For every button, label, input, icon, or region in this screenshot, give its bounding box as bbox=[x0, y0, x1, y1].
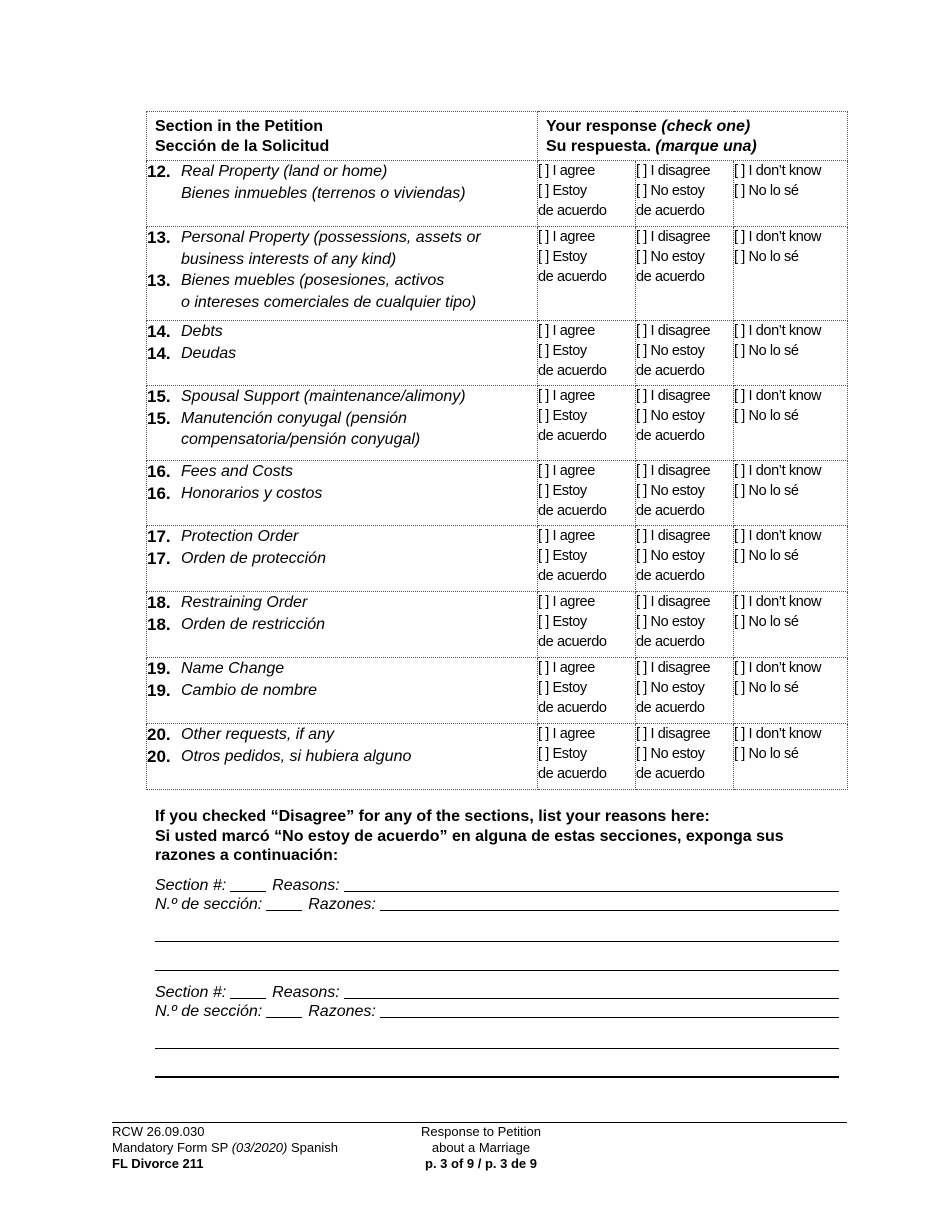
section-title: Manutención conyugal (pensión bbox=[181, 409, 407, 427]
section-number bbox=[147, 183, 181, 205]
section-cell bbox=[147, 321, 538, 386]
disagree-option[interactable]: [ ] I disagree [ ] No estoy de acuerdo bbox=[636, 724, 734, 790]
agree-option[interactable]: [ ] I agree [ ] Estoy de acuerdo bbox=[538, 724, 636, 790]
section-number: 15. bbox=[147, 408, 171, 428]
table-row bbox=[147, 526, 848, 592]
reason-continuation-line[interactable] bbox=[155, 941, 839, 942]
section-number: 15. bbox=[147, 387, 171, 406]
section-title: Orden de restricción bbox=[181, 615, 326, 633]
table-row bbox=[147, 227, 848, 321]
disagree-option[interactable]: [ ] I disagree [ ] No estoy de acuerdo bbox=[636, 386, 734, 461]
section-title: Honorarios y costos bbox=[181, 484, 323, 502]
response-header-en: Your response (check one) bbox=[546, 118, 751, 135]
section-title: Spousal Support (maintenance/alimony) bbox=[181, 388, 466, 405]
section-number: 14. bbox=[147, 322, 171, 341]
section-title: Fees and Costs bbox=[181, 463, 294, 480]
section-number: 13. bbox=[147, 271, 171, 290]
section-title: Cambio de nombre bbox=[181, 681, 318, 699]
agree-option[interactable]: [ ] I agree [ ] Estoy de acuerdo bbox=[538, 386, 636, 461]
disagree-option[interactable]: [ ] I disagree [ ] No estoy de acuerdo bbox=[636, 592, 734, 658]
disagree-option[interactable]: [ ] I disagree [ ] No estoy de acuerdo bbox=[636, 461, 734, 526]
footer-form-name: Mandatory Form SP (03/2020) Spanish bbox=[112, 1140, 338, 1155]
dont-know-option[interactable]: [ ] I don’t know [ ] No lo sé bbox=[734, 526, 848, 592]
reasons-field[interactable] bbox=[344, 997, 839, 999]
footer-divider bbox=[112, 1122, 847, 1123]
section-title: compensatoria/pensión conyugal) bbox=[181, 431, 421, 448]
section-title: Protection Order bbox=[181, 528, 299, 545]
section-number: 14. bbox=[147, 343, 171, 363]
reason-entry-1: Section #: Reasons: N.º de sección: Razones: bbox=[155, 875, 839, 914]
section-number: 18. bbox=[147, 614, 171, 634]
section-title: Restraining Order bbox=[181, 594, 308, 611]
agree-option[interactable]: [ ] I agree [ ] Estoy de acuerdo bbox=[538, 321, 636, 386]
section-title: Orden de protección bbox=[181, 549, 326, 567]
section-cell bbox=[147, 658, 538, 724]
dont-know-option[interactable]: [ ] I don’t know [ ] No lo sé bbox=[734, 658, 848, 724]
section-number: 19. bbox=[147, 659, 171, 678]
reason-continuation-line[interactable] bbox=[155, 1076, 839, 1078]
section-cell bbox=[147, 161, 538, 227]
disagree-option[interactable]: [ ] I disagree [ ] No estoy de acuerdo bbox=[636, 658, 734, 724]
disagree-option[interactable]: [ ] I disagree [ ] No estoy de acuerdo bbox=[636, 227, 734, 321]
table-row bbox=[147, 724, 848, 790]
section-number-field[interactable] bbox=[230, 997, 266, 999]
reason-continuation-line[interactable] bbox=[155, 1048, 839, 1049]
section-number: 18. bbox=[147, 593, 171, 612]
section-title: Other requests, if any bbox=[181, 726, 334, 743]
dont-know-option[interactable]: [ ] I don’t know [ ] No lo sé bbox=[734, 461, 848, 526]
table-row bbox=[147, 161, 848, 227]
section-header-en: Section in the Petition bbox=[155, 118, 324, 135]
section-cell bbox=[147, 526, 538, 592]
disagree-option[interactable]: [ ] I disagree [ ] No estoy de acuerdo bbox=[636, 161, 734, 227]
response-column-header bbox=[538, 112, 848, 161]
agree-option[interactable]: [ ] I agree [ ] Estoy de acuerdo bbox=[538, 592, 636, 658]
agree-option[interactable]: [ ] I agree [ ] Estoy de acuerdo bbox=[538, 227, 636, 321]
section-title: Otros pedidos, si hubiera alguno bbox=[181, 747, 412, 765]
response-header-es: Su respuesta. (marque una) bbox=[546, 137, 757, 155]
dont-know-option[interactable]: [ ] I don’t know [ ] No lo sé bbox=[734, 386, 848, 461]
table-row bbox=[147, 386, 848, 461]
section-number bbox=[147, 429, 181, 451]
footer-form-info bbox=[112, 1124, 338, 1172]
section-number: 20. bbox=[147, 725, 171, 744]
section-number: 19. bbox=[147, 680, 171, 700]
section-number: 17. bbox=[147, 527, 171, 546]
reasons-field-es[interactable] bbox=[380, 1016, 839, 1018]
section-column-header bbox=[147, 112, 538, 161]
section-number-field[interactable] bbox=[230, 890, 266, 892]
dont-know-option[interactable]: [ ] I don’t know [ ] No lo sé bbox=[734, 161, 848, 227]
reasons-instructions: If you checked “Disagree” for any of the sections, list your reasons here: Si usted marcó “No estoy de acuerdo” en alguna de estas secciones, exponga sus razones a continuación: bbox=[155, 808, 784, 864]
section-number bbox=[147, 249, 181, 271]
section-title: Deudas bbox=[181, 344, 237, 362]
section-title: Bienes inmuebles (terrenos o viviendas) bbox=[181, 184, 466, 202]
section-title: Real Property (land or home) bbox=[181, 163, 388, 180]
agree-option[interactable]: [ ] I agree [ ] Estoy de acuerdo bbox=[538, 658, 636, 724]
dont-know-option[interactable]: [ ] I don’t know [ ] No lo sé bbox=[734, 724, 848, 790]
section-cell bbox=[147, 386, 538, 461]
response-table bbox=[146, 111, 848, 790]
dont-know-option[interactable]: [ ] I don’t know [ ] No lo sé bbox=[734, 592, 848, 658]
section-cell bbox=[147, 461, 538, 526]
table-row bbox=[147, 461, 848, 526]
section-cell bbox=[147, 724, 538, 790]
table-row bbox=[147, 321, 848, 386]
footer-rcw: RCW 26.09.030 bbox=[112, 1124, 205, 1139]
section-number bbox=[147, 292, 181, 314]
disagree-option[interactable]: [ ] I disagree [ ] No estoy de acuerdo bbox=[636, 526, 734, 592]
section-header-es: Sección de la Solicitud bbox=[155, 137, 330, 155]
agree-option[interactable]: [ ] I agree [ ] Estoy de acuerdo bbox=[538, 526, 636, 592]
section-number: 13. bbox=[147, 228, 171, 247]
reasons-field[interactable] bbox=[344, 890, 839, 892]
section-number: 16. bbox=[147, 483, 171, 503]
section-number: 12. bbox=[147, 162, 171, 181]
section-number: 16. bbox=[147, 462, 171, 481]
agree-option[interactable]: [ ] I agree [ ] Estoy de acuerdo bbox=[538, 461, 636, 526]
section-cell bbox=[147, 227, 538, 321]
section-title: Debts bbox=[181, 323, 223, 340]
section-number-field-es[interactable] bbox=[266, 909, 302, 911]
section-title: o intereses comerciales de cualquier tipo) bbox=[181, 293, 477, 311]
section-cell bbox=[147, 592, 538, 658]
footer-document-title: Response to Petition about a Marriage p. 3 of 9 / p. 3 de 9 bbox=[400, 1124, 562, 1172]
table-row bbox=[147, 658, 848, 724]
section-title: Name Change bbox=[181, 660, 285, 677]
section-title: business interests of any kind) bbox=[181, 250, 397, 268]
section-number: 17. bbox=[147, 548, 171, 568]
footer-form-id: FL Divorce 211 bbox=[112, 1156, 204, 1171]
footer-page-number: p. 3 of 9 / p. 3 de 9 bbox=[425, 1156, 537, 1171]
section-number-field-es[interactable] bbox=[266, 1016, 302, 1018]
table-header-row bbox=[147, 112, 848, 161]
agree-option[interactable]: [ ] I agree [ ] Estoy de acuerdo bbox=[538, 161, 636, 227]
section-title: Personal Property (possessions, assets or bbox=[181, 229, 481, 246]
reason-continuation-line[interactable] bbox=[155, 970, 839, 971]
dont-know-option[interactable]: [ ] I don’t know [ ] No lo sé bbox=[734, 321, 848, 386]
section-number: 20. bbox=[147, 746, 171, 766]
reasons-field-es[interactable] bbox=[380, 909, 839, 911]
dont-know-option[interactable]: [ ] I don’t know [ ] No lo sé bbox=[734, 227, 848, 321]
reason-entry-2: Section #: Reasons: N.º de sección: Razones: bbox=[155, 982, 839, 1021]
table-row bbox=[147, 592, 848, 658]
disagree-option[interactable]: [ ] I disagree [ ] No estoy de acuerdo bbox=[636, 321, 734, 386]
section-title: Bienes muebles (posesiones, activos bbox=[181, 272, 445, 289]
